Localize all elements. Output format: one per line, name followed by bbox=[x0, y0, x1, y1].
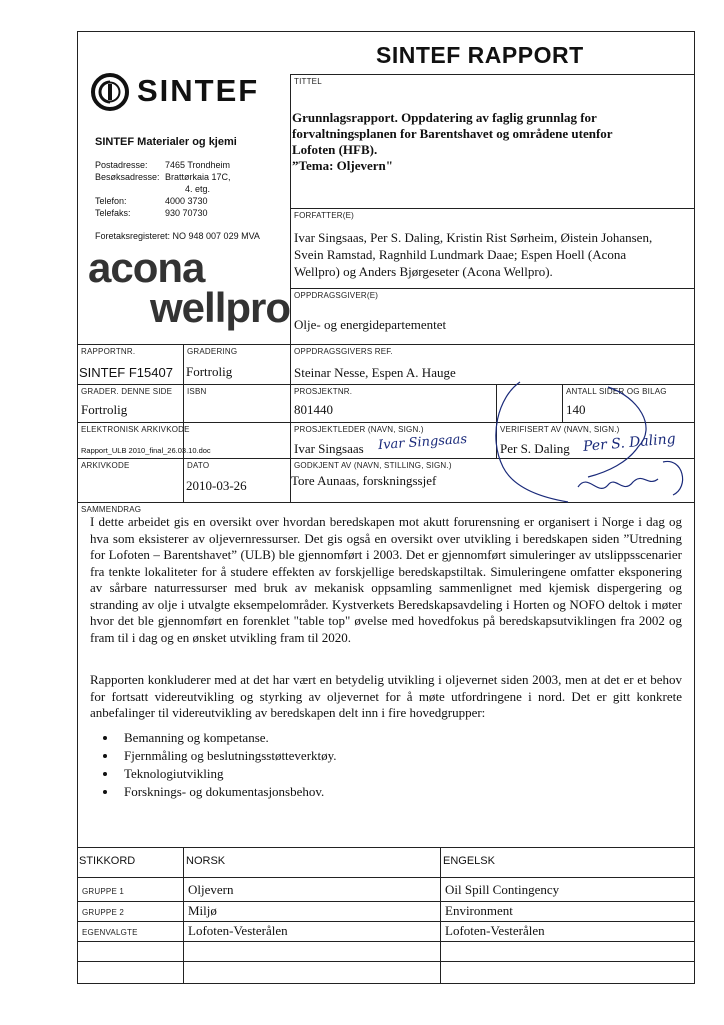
sintef-logo bbox=[90, 70, 280, 110]
pages-value: 140 bbox=[566, 402, 586, 417]
approved-value: Tore Aunaas, forskningssjef bbox=[291, 473, 437, 488]
archive-label: ELEKTRONISK ARKIVKODE bbox=[81, 425, 190, 434]
keyword-norsk: Miljø bbox=[188, 903, 217, 918]
verified-value: Per S. Daling bbox=[500, 441, 570, 456]
project-nr-label: PROSJEKTNR. bbox=[294, 387, 353, 396]
client-ref-label: OPPDRAGSGIVERS REF. bbox=[294, 347, 393, 356]
report-heading: SINTEF RAPPORT bbox=[376, 42, 584, 68]
verified-label: VERIFISERT AV (NAVN, SIGN.) bbox=[500, 425, 620, 434]
grading-value: Fortrolig bbox=[186, 364, 233, 379]
keywords-header: STIKKORD bbox=[79, 855, 136, 867]
report-title: Grunnlagsrapport. Oppdatering av faglig grunnlag for forvaltningsplanen for Barentshavet og områdene utenfor Lofoten (HFB). ”Tema: Oljevern" bbox=[292, 110, 613, 173]
keyword-row-label: EGENVALGTE bbox=[82, 928, 138, 937]
approved-label: GODKJENT AV (NAVN, STILLING, SIGN.) bbox=[294, 461, 452, 470]
keywords-col-norsk: NORSK bbox=[186, 855, 226, 867]
summary-para-2: Rapporten konkluderer med at det har vært en betydelig utvikling i oljevernet siden 2003, men at det er et behov for fortsatt videreutvikling og styrking av oljevernet for å møte utfordringene i nord. Det er gitt konkrete anbefalinger til videreutvikling av beredskapen delt inn i fire hovedgrupper: bbox=[90, 672, 682, 720]
project-leader-value: Ivar Singsaas bbox=[294, 441, 364, 456]
summary-bullets bbox=[90, 729, 682, 801]
sintef-logo-text: SINTEF bbox=[137, 73, 260, 108]
authors-list: Ivar Singsaas, Per S. Daling, Kristin Rist Sørheim, Øistein Johansen, Svein Ramstad, Ragnhild Lundmark Daae; Espen Hoell (Acona Wellpro) og Anders Bjørgeseter (Acona Wellpro). bbox=[294, 230, 653, 279]
client-value: Olje- og energidepartementet bbox=[294, 317, 447, 332]
project-leader-signature: Ivar Singsaas bbox=[377, 431, 468, 454]
project-leader-label: PROSJEKTLEDER (NAVN, SIGN.) bbox=[294, 425, 424, 434]
summary-label: SAMMENDRAG bbox=[81, 505, 142, 514]
signature-scribbles bbox=[458, 377, 694, 507]
keyword-norsk: Oljevern bbox=[188, 882, 234, 897]
bullet-item: • Teknologiutvikling bbox=[118, 765, 682, 783]
keyword-engelsk: Environment bbox=[445, 903, 513, 918]
pages-label: ANTALL SIDER OG BILAG bbox=[566, 387, 667, 396]
report-cover-frame bbox=[77, 31, 695, 984]
client-ref-value: Steinar Nesse, Espen A. Hauge bbox=[294, 365, 456, 380]
sintef-logo-icon bbox=[90, 72, 130, 112]
keyword-row-label: GRUPPE 1 bbox=[82, 887, 125, 896]
page-grading-value: Fortrolig bbox=[81, 402, 128, 417]
report-nr-label: RAPPORTNR. bbox=[81, 347, 136, 356]
bullet-item: • Bemanning og kompetanse. bbox=[118, 729, 682, 747]
keyword-engelsk: Oil Spill Contingency bbox=[445, 882, 560, 897]
title-label: TITTEL bbox=[294, 77, 322, 86]
keyword-engelsk: Lofoten-Vesterålen bbox=[445, 923, 545, 938]
org-name: SINTEF Materialer og kjemi bbox=[95, 136, 237, 148]
report-nr-value: SINTEF F15407 bbox=[79, 365, 173, 380]
grading-label: GRADERING bbox=[187, 347, 238, 356]
archive-code-value: Rapport_ULB 2010_final_26.03.10.doc bbox=[81, 446, 211, 455]
bullet-item: • Fjernmåling og beslutningsstøtteverktøy. bbox=[118, 747, 682, 765]
archive-code-label: ARKIVKODE bbox=[81, 461, 130, 470]
keywords-col-engelsk: ENGELSK bbox=[443, 855, 495, 867]
acona-wellpro-logo bbox=[88, 244, 291, 338]
client-label: OPPDRAGSGIVER(E) bbox=[294, 291, 379, 300]
org-registry: Foretaksregisteret: NO 948 007 029 MVA bbox=[95, 231, 260, 241]
keyword-norsk: Lofoten-Vesterålen bbox=[188, 923, 288, 938]
page-grading-label: GRADER. DENNE SIDE bbox=[81, 387, 173, 396]
verified-signature: Per S. Daling bbox=[582, 430, 677, 456]
org-address: Postadresse: 7465 Trondheim Besøksadresse: Brattørkaia 17C, 4. etg. Telefon: 4000 3730 Telefaks: 930 70730 bbox=[95, 160, 231, 218]
bullet-item: • Forsknings- og dokumentasjonsbehov. bbox=[118, 783, 682, 801]
date-value: 2010-03-26 bbox=[186, 478, 247, 493]
project-nr-value: 801440 bbox=[294, 402, 333, 417]
summary-para-1: I dette arbeidet gis en oversikt over hvordan beredskapen mot akutt forurensning er organisert i Norge i dag og hva som eksisterer av oljevernressurser. Det gis også en oversikt over utvikling i beredskapen siden ”Utredning for Lofoten – Barentshavet” (ULB) ble gjennomført i 2003. Det er gjennomført simuleringer av utslippsscenarier fra tenkte lokaliteter for å studere effekten av forskjellige beredskapstiltak. Simuleringene omfatter eksponering av sårbare naturressurser med bruk av mekanisk oppsamling sammenlignet med kjemisk dispergering og stranding av olje i utvalgte eksempelområder. Kystverkets Beredskapsavdeling i Horten og NOFO deltok i møter hvor det ble gjennomført en forenklet "table top" øvelse med hovedfokus på beredskapsutviklingen fra 2002 og fram til i dag og en ønsket utvikling fram til 2020. bbox=[90, 514, 682, 645]
date-label: DATO bbox=[187, 461, 210, 470]
keyword-row-label: GRUPPE 2 bbox=[82, 908, 125, 917]
acona-logo-text: acona bbox=[88, 244, 205, 291]
wellpro-logo-text: wellpro bbox=[150, 284, 291, 331]
authors-label: FORFATTER(E) bbox=[294, 211, 355, 220]
isbn-label: ISBN bbox=[187, 387, 207, 396]
